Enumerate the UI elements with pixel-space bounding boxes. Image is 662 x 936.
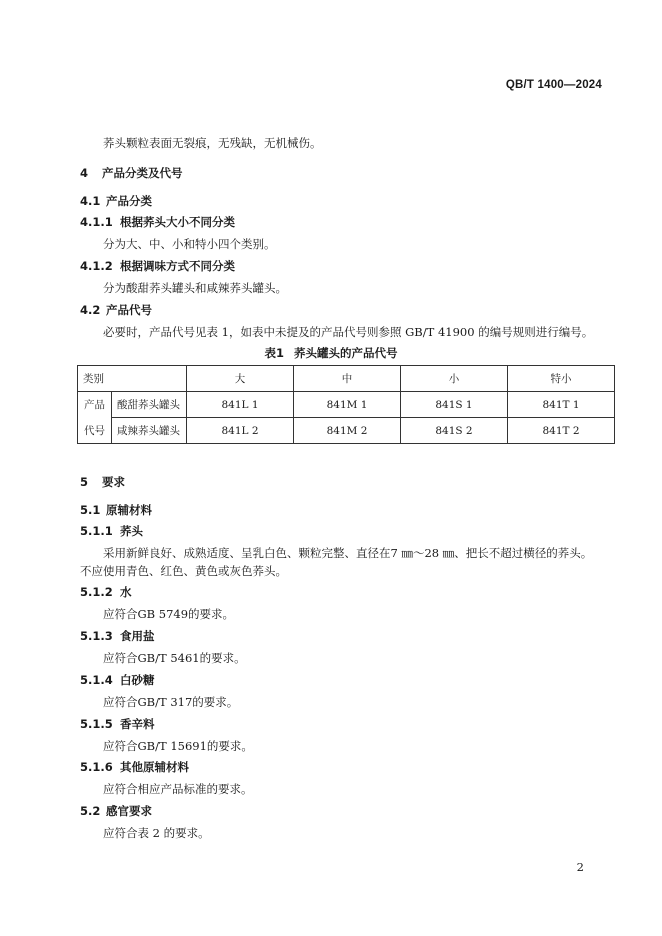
section-title: 荞头 bbox=[120, 524, 143, 538]
section-heading-4-1-1 bbox=[80, 214, 235, 230]
section-title: 产品分类及代号 bbox=[102, 166, 183, 180]
header-col-large: 大 bbox=[187, 366, 294, 392]
group-label-top: 产品 bbox=[78, 392, 112, 418]
section-title: 原辅材料 bbox=[106, 503, 152, 517]
section-title: 感官要求 bbox=[106, 804, 152, 818]
table-row bbox=[78, 392, 615, 418]
section-text-5-1-5: 应符合GB/T 15691的要求。 bbox=[103, 739, 253, 753]
table-row bbox=[78, 418, 615, 444]
section-text-5-1-1-b: 不应使用青色、红色、黄色或灰色荞头。 bbox=[80, 564, 287, 578]
code-cell: 841M 1 bbox=[294, 392, 401, 418]
section-text-5-1-6: 应符合相应产品标准的要求。 bbox=[103, 782, 253, 796]
section-title: 产品分类 bbox=[106, 194, 152, 208]
section-title: 白砂糖 bbox=[120, 673, 155, 687]
section-number: 5.1.1 bbox=[80, 524, 113, 538]
code-cell: 841L 2 bbox=[187, 418, 294, 444]
section-text-5-1-2: 应符合GB 5749的要求。 bbox=[103, 607, 235, 621]
section-number: 4.2 bbox=[80, 303, 101, 317]
section-title: 其他原辅材料 bbox=[120, 760, 189, 774]
product-code-table bbox=[77, 365, 615, 444]
section-heading-5-1 bbox=[80, 502, 152, 518]
section-heading-4-2 bbox=[80, 302, 152, 318]
section-heading-5-1-3 bbox=[80, 628, 155, 644]
table-number: 表1 bbox=[264, 346, 284, 360]
header-col-extra-small: 特小 bbox=[508, 366, 615, 392]
section-title: 食用盐 bbox=[120, 629, 155, 643]
section-number: 5.1.5 bbox=[80, 717, 113, 731]
section-heading-4 bbox=[80, 165, 183, 181]
section-text-4-1-2: 分为酸甜荞头罐头和咸辣荞头罐头。 bbox=[103, 281, 287, 295]
table-caption bbox=[0, 345, 662, 361]
header-col-medium: 中 bbox=[294, 366, 401, 392]
section-heading-5 bbox=[80, 474, 125, 490]
table-title: 荞头罐头的产品代号 bbox=[294, 346, 398, 360]
code-cell: 841S 2 bbox=[401, 418, 508, 444]
section-number: 4 bbox=[80, 166, 89, 180]
section-heading-4-1 bbox=[80, 193, 152, 209]
section-number: 5.1.6 bbox=[80, 760, 113, 774]
section-number: 4.1.2 bbox=[80, 259, 113, 273]
section-number: 5.1.2 bbox=[80, 585, 113, 599]
section-title: 产品代号 bbox=[106, 303, 152, 317]
section-heading-5-1-5 bbox=[80, 716, 155, 732]
section-number: 5.2 bbox=[80, 804, 101, 818]
intro-text: 荞头颗粒表面无裂痕，无残缺，无机械伤。 bbox=[103, 136, 322, 150]
section-title: 根据荞头大小不同分类 bbox=[120, 215, 235, 229]
row-type: 酸甜荞头罐头 bbox=[112, 392, 187, 418]
standard-number: QB/T 1400—2024 bbox=[505, 79, 602, 91]
header-col-small: 小 bbox=[401, 366, 508, 392]
section-text-5-2: 应符合表 2 的要求。 bbox=[103, 826, 210, 840]
header-category: 类别 bbox=[78, 366, 187, 392]
section-title: 根据调味方式不同分类 bbox=[120, 259, 235, 273]
section-number: 5.1.3 bbox=[80, 629, 113, 643]
section-heading-4-1-2 bbox=[80, 258, 235, 274]
section-text-5-1-3: 应符合GB/T 5461的要求。 bbox=[103, 651, 246, 665]
code-cell: 841T 2 bbox=[508, 418, 615, 444]
section-number: 4.1 bbox=[80, 194, 101, 208]
group-label-bottom: 代号 bbox=[78, 418, 112, 444]
section-text-4-2: 必要时，产品代号见表 1，如表中未提及的产品代号则参照 GB/T 41900 的编号规则进行编号。 bbox=[103, 325, 594, 339]
section-title: 水 bbox=[120, 585, 132, 599]
section-title: 要求 bbox=[102, 475, 125, 489]
section-heading-5-1-2 bbox=[80, 584, 132, 600]
section-number: 5.1.4 bbox=[80, 673, 113, 687]
code-cell: 841M 2 bbox=[294, 418, 401, 444]
section-number: 5 bbox=[80, 475, 89, 489]
section-text-4-1-1: 分为大、中、小和特小四个类别。 bbox=[103, 237, 276, 251]
section-heading-5-1-4 bbox=[80, 672, 155, 688]
section-heading-5-2 bbox=[80, 803, 152, 819]
section-heading-5-1-1 bbox=[80, 523, 143, 539]
code-cell: 841L 1 bbox=[187, 392, 294, 418]
section-number: 5.1 bbox=[80, 503, 101, 517]
section-text-5-1-4: 应符合GB/T 317的要求。 bbox=[103, 695, 239, 709]
code-cell: 841T 1 bbox=[508, 392, 615, 418]
section-number: 4.1.1 bbox=[80, 215, 113, 229]
code-cell: 841S 1 bbox=[401, 392, 508, 418]
table-header-row bbox=[78, 366, 615, 392]
section-text-5-1-1-a: 采用新鲜良好、成熟适度、呈乳白色、颗粒完整、直径在7 ㎜～28 ㎜、把长不超过横径的荞头。 bbox=[103, 546, 593, 560]
row-type: 咸辣荞头罐头 bbox=[112, 418, 187, 444]
section-heading-5-1-6 bbox=[80, 759, 189, 775]
page-number: 2 bbox=[576, 860, 584, 874]
section-title: 香辛料 bbox=[120, 717, 155, 731]
